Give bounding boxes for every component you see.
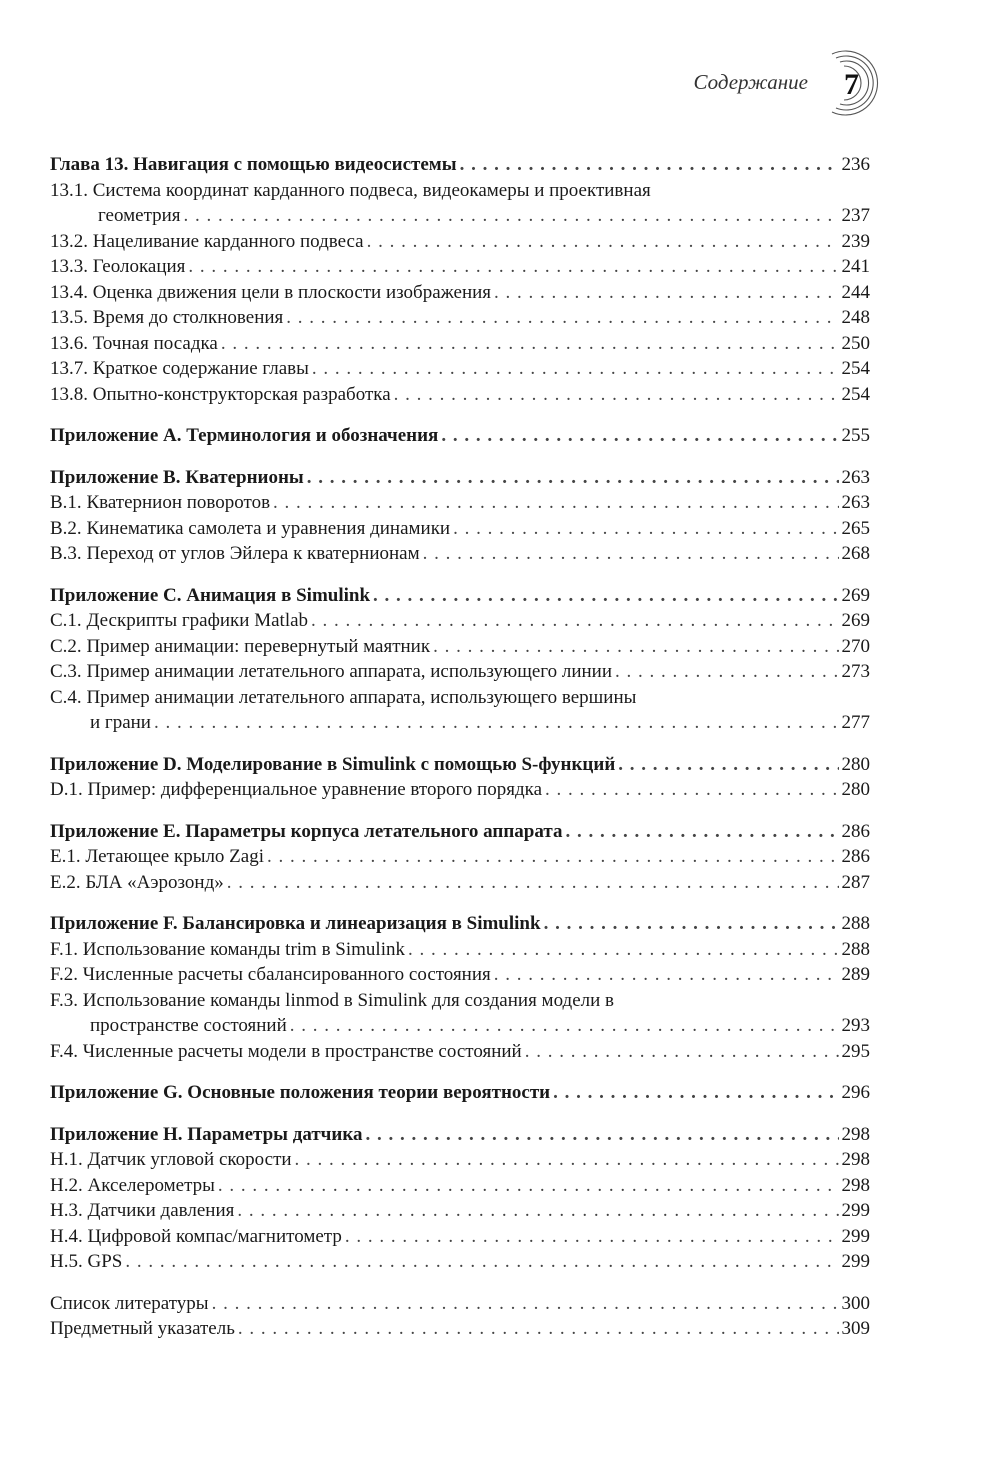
dot-leader — [453, 516, 838, 542]
toc-heading-appendix-h[interactable]: Приложение H. Параметры датчика . . . 298 — [50, 1122, 870, 1148]
dot-leader — [367, 229, 839, 255]
dot-leader — [212, 1291, 839, 1317]
dot-leader — [394, 382, 839, 408]
page-number-arcs-icon — [810, 48, 900, 118]
dot-leader — [312, 356, 839, 382]
table-of-contents — [50, 152, 870, 1358]
toc-item-f-2[interactable]: F.2. Численные расчеты сбалансированного состояния . . . 289 — [50, 962, 870, 988]
dot-leader — [544, 911, 839, 937]
toc-section-appendix-c — [50, 583, 870, 736]
toc-heading-appendix-c[interactable]: Приложение C. Анимация в Simulink . . . 269 — [50, 583, 870, 609]
toc-heading-appendix-b[interactable]: Приложение B. Кватернионы . . . 263 — [50, 465, 870, 491]
toc-item-13-8[interactable]: 13.8. Опытно-конструкторская разработка . . . 254 — [50, 382, 870, 408]
toc-section-appendix-b — [50, 465, 870, 567]
dot-leader — [408, 937, 839, 963]
toc-item-13-4[interactable]: 13.4. Оценка движения цели в плоскости изображения . . . 244 — [50, 280, 870, 306]
toc-item-c-2[interactable]: C.2. Пример анимации: перевернутый маятник . . . 270 — [50, 634, 870, 660]
dot-leader — [238, 1316, 839, 1342]
toc-heading-appendix-g[interactable]: Приложение G. Основные положения теории вероятности . . . 296 — [50, 1080, 870, 1106]
toc-item-h-1[interactable]: H.1. Датчик угловой скорости . . . 298 — [50, 1147, 870, 1173]
dot-leader — [286, 305, 838, 331]
toc-section-appendix-g — [50, 1080, 870, 1106]
toc-item-b-2[interactable]: B.2. Кинематика самолета и уравнения динамики . . . 265 — [50, 516, 870, 542]
toc-section-appendix-e — [50, 819, 870, 896]
dot-leader — [154, 710, 839, 736]
toc-item-h-5[interactable]: H.5. GPS . . . 299 — [50, 1249, 870, 1275]
dot-leader — [267, 844, 838, 870]
dot-leader — [227, 870, 839, 896]
toc-item-c-3[interactable]: C.3. Пример анимации летательного аппарата, использующего линии . . . 273 — [50, 659, 870, 685]
dot-leader — [433, 634, 838, 660]
dot-leader — [441, 423, 838, 449]
toc-item-c-1[interactable]: C.1. Дескрипты графики Matlab . . . 269 — [50, 608, 870, 634]
item-number: 13.1. — [50, 179, 88, 201]
item-title-line1: Система координат карданного подвеса, видеокамеры и проективная — [92, 179, 651, 201]
page-ref: 236 — [841, 154, 870, 175]
toc-section-appendix-h — [50, 1122, 870, 1275]
toc-item-e-1[interactable]: E.1. Летающее крыло Zagi . . . 286 — [50, 844, 870, 870]
page-number: 7 — [844, 68, 859, 101]
running-header — [660, 48, 900, 118]
toc-heading-appendix-a[interactable]: Приложение A. Терминология и обозначения . . . 255 — [50, 423, 870, 449]
dot-leader — [373, 583, 838, 609]
toc-heading-ch13[interactable]: Глава 13. Навигация с помощью видеосистемы . . . 236 — [50, 152, 870, 178]
toc-section-appendix-a — [50, 423, 870, 449]
toc-item-h-2[interactable]: H.2. Акселерометры . . . 298 — [50, 1173, 870, 1199]
dot-leader — [273, 490, 838, 516]
toc-item-d-1[interactable]: D.1. Пример: дифференциальное уравнение второго порядка . . . 280 — [50, 777, 870, 803]
dot-leader — [545, 777, 839, 803]
dot-leader — [237, 1198, 838, 1224]
dot-leader — [553, 1080, 838, 1106]
item-title-line2: геометрия — [98, 205, 181, 226]
toc-item-b-3[interactable]: B.3. Переход от углов Эйлера к кватернионам . . . 268 — [50, 541, 870, 567]
toc-item-subject-index[interactable]: Предметный указатель . . . 309 — [50, 1316, 870, 1342]
running-header-title: Содержание — [693, 70, 808, 94]
dot-leader — [218, 1173, 839, 1199]
toc-section-back-matter — [50, 1291, 870, 1342]
dot-leader — [525, 1039, 839, 1065]
toc-heading-appendix-d[interactable]: Приложение D. Моделирование в Simulink с помощью S-функций . . . 280 — [50, 752, 870, 778]
dot-leader — [125, 1249, 838, 1275]
dot-leader — [615, 659, 838, 685]
dot-leader — [221, 331, 839, 357]
dot-leader — [366, 1122, 839, 1148]
dot-leader — [423, 541, 839, 567]
dot-leader — [307, 465, 839, 491]
page-ref: 237 — [841, 205, 870, 226]
toc-item-e-2[interactable]: E.2. БЛА «Аэрозонд» . . . 287 — [50, 870, 870, 896]
dot-leader — [311, 608, 838, 634]
toc-item-c-4[interactable]: C.4. Пример анимации летательного аппарата, использующего вершины и грани . . . 277 — [50, 685, 870, 736]
dot-leader — [565, 819, 838, 845]
toc-item-13-7[interactable]: 13.7. Краткое содержание главы . . . 254 — [50, 356, 870, 382]
dot-leader — [188, 254, 838, 280]
toc-section-appendix-f — [50, 911, 870, 1064]
dot-leader — [290, 1013, 839, 1039]
dot-leader — [494, 962, 839, 988]
dot-leader — [184, 203, 839, 229]
toc-item-f-3[interactable]: F.3. Использование команды linmod в Simulink для создания модели в пространстве состояний . . . 293 — [50, 988, 870, 1039]
toc-heading-appendix-f[interactable]: Приложение F. Балансировка и линеаризация в Simulink . . . 288 — [50, 911, 870, 937]
dot-leader — [460, 152, 839, 178]
toc-item-references[interactable]: Список литературы . . . 300 — [50, 1291, 870, 1317]
dot-leader — [618, 752, 838, 778]
toc-item-h-4[interactable]: H.4. Цифровой компас/магнитометр . . . 299 — [50, 1224, 870, 1250]
dot-leader — [295, 1147, 839, 1173]
toc-item-13-3[interactable]: 13.3. Геолокация . . . 241 — [50, 254, 870, 280]
toc-heading-appendix-e[interactable]: Приложение E. Параметры корпуса летательного аппарата . . . 286 — [50, 819, 870, 845]
dot-leader — [494, 280, 838, 306]
toc-item-b-1[interactable]: B.1. Кватернион поворотов . . . 263 — [50, 490, 870, 516]
toc-item-h-3[interactable]: H.3. Датчики давления . . . 299 — [50, 1198, 870, 1224]
toc-section-appendix-d — [50, 752, 870, 803]
toc-item-f-1[interactable]: F.1. Использование команды trim в Simulink . . . 288 — [50, 937, 870, 963]
dot-leader — [345, 1224, 839, 1250]
toc-item-13-1[interactable] — [50, 178, 870, 229]
toc-section-ch13 — [50, 152, 870, 407]
page-number-badge — [810, 48, 900, 118]
toc-item-f-4[interactable]: F.4. Численные расчеты модели в пространстве состояний . . . 295 — [50, 1039, 870, 1065]
toc-item-13-6[interactable]: 13.6. Точная посадка . . . 250 — [50, 331, 870, 357]
toc-item-13-2[interactable]: 13.2. Нацеливание карданного подвеса . . . 239 — [50, 229, 870, 255]
toc-item-13-5[interactable]: 13.5. Время до столкновения . . . 248 — [50, 305, 870, 331]
